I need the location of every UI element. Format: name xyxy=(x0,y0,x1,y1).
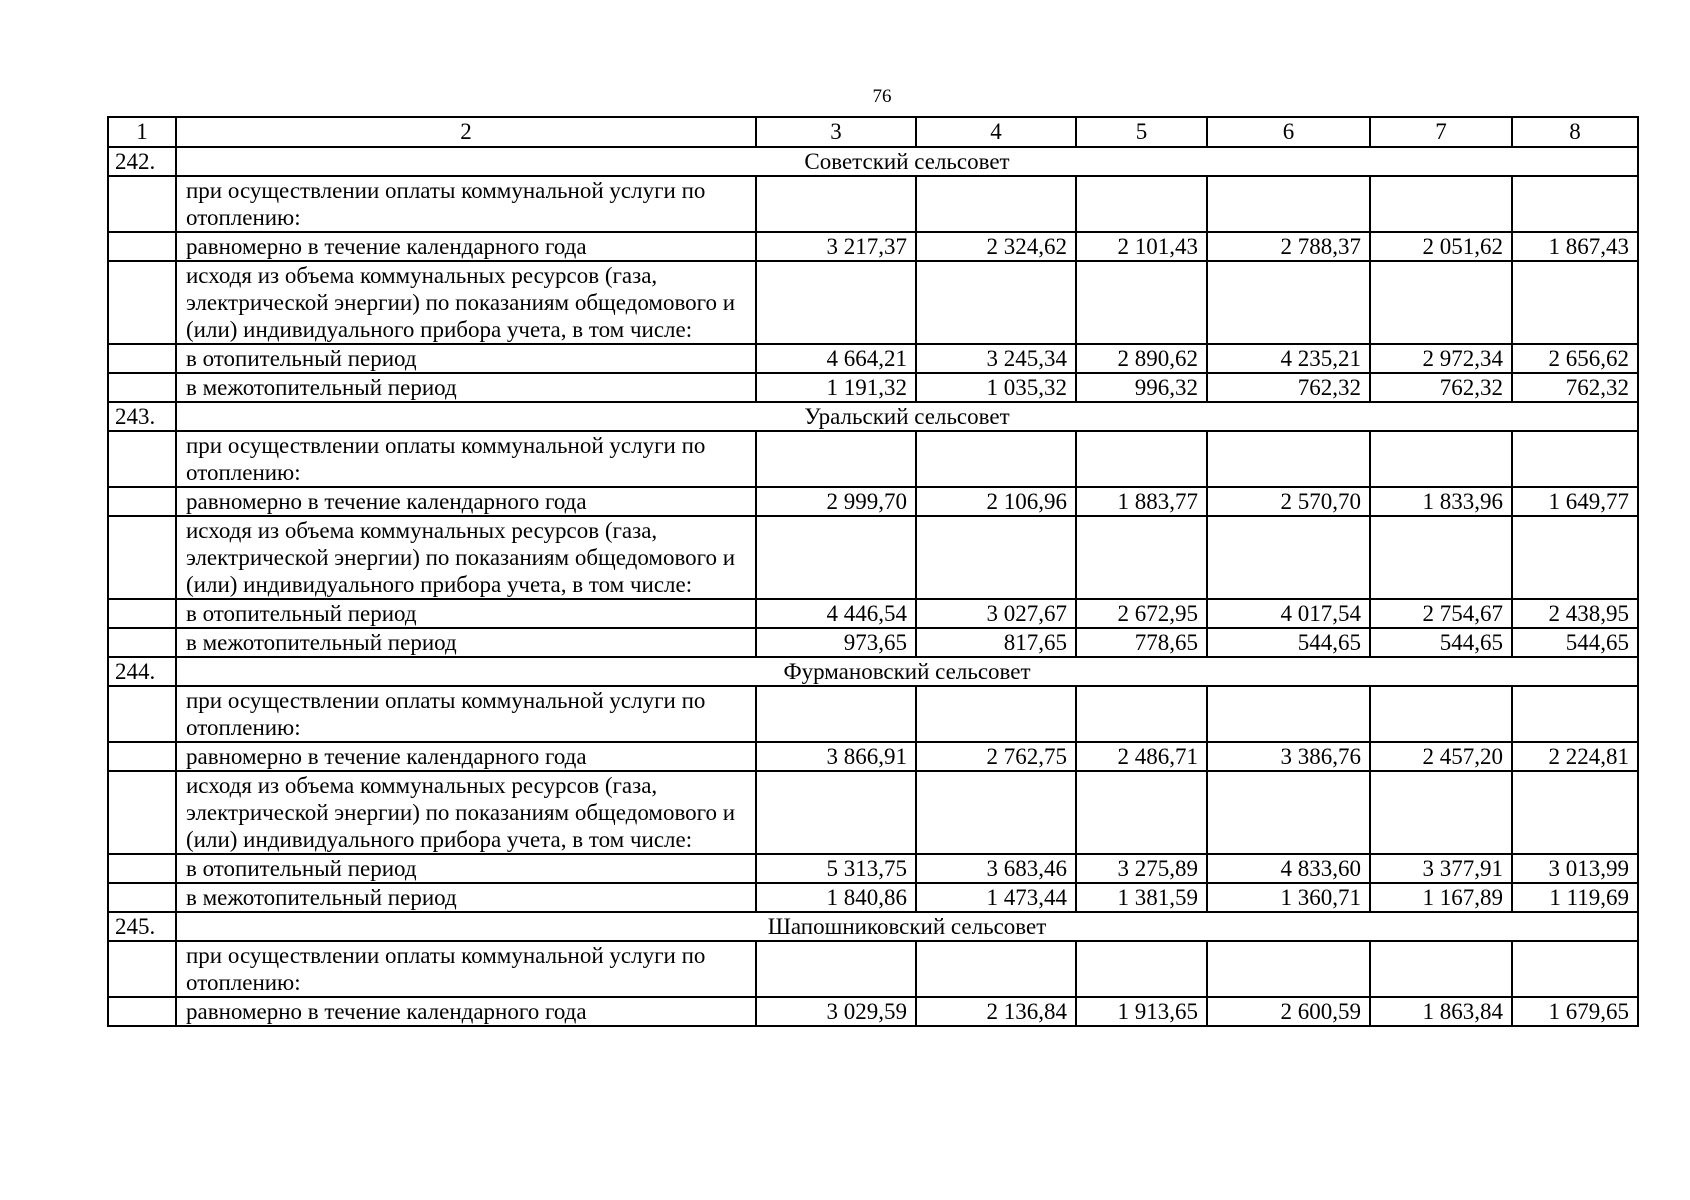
section-index: 245. xyxy=(108,912,176,941)
value-cell xyxy=(1076,431,1207,487)
value-cell: 2 224,81 xyxy=(1512,742,1638,771)
value-cell xyxy=(1370,941,1512,997)
value-cell: 762,32 xyxy=(1207,373,1370,402)
value-cell: 4 017,54 xyxy=(1207,599,1370,628)
value-cell: 4 664,21 xyxy=(756,344,916,373)
value-cell: 3 866,91 xyxy=(756,742,916,771)
value-cell: 1 840,86 xyxy=(756,883,916,912)
value-cell xyxy=(1370,176,1512,232)
table-row xyxy=(108,176,1638,232)
value-cell xyxy=(916,261,1076,344)
column-number-row xyxy=(108,117,1638,147)
row-index-cell xyxy=(108,431,176,487)
page-number: 76 xyxy=(872,86,892,107)
section-header-row xyxy=(108,657,1638,686)
value-cell xyxy=(1512,941,1638,997)
value-cell: 2 890,62 xyxy=(1076,344,1207,373)
value-cell xyxy=(1076,686,1207,742)
row-label: в отопительный период xyxy=(176,854,756,883)
value-cell: 1 679,65 xyxy=(1512,997,1638,1026)
value-cell: 1 119,69 xyxy=(1512,883,1638,912)
table-row xyxy=(108,742,1638,771)
table-row xyxy=(108,431,1638,487)
section-title: Фурмановский сельсовет xyxy=(176,657,1638,686)
value-cell xyxy=(916,686,1076,742)
value-cell: 996,32 xyxy=(1076,373,1207,402)
value-cell: 762,32 xyxy=(1370,373,1512,402)
value-cell: 544,65 xyxy=(1512,628,1638,657)
row-label: исходя из объема коммунальных ресурсов (газа, электрической энергии) по показаниям общедомового и (или) индивидуального прибора учета, в том числе: xyxy=(176,771,756,854)
row-index-cell xyxy=(108,516,176,599)
column-header: 7 xyxy=(1370,117,1512,147)
table-row xyxy=(108,487,1638,516)
row-label: в межотопительный период xyxy=(176,628,756,657)
value-cell xyxy=(1076,771,1207,854)
value-cell xyxy=(1512,261,1638,344)
table-row xyxy=(108,997,1638,1026)
value-cell: 2 754,67 xyxy=(1370,599,1512,628)
value-cell: 544,65 xyxy=(1370,628,1512,657)
section-title: Уральский сельсовет xyxy=(176,402,1638,431)
row-label: равномерно в течение календарного года xyxy=(176,742,756,771)
value-cell xyxy=(1207,176,1370,232)
row-label: равномерно в течение календарного года xyxy=(176,232,756,261)
table-row xyxy=(108,854,1638,883)
value-cell xyxy=(916,941,1076,997)
value-cell xyxy=(756,941,916,997)
value-cell: 762,32 xyxy=(1512,373,1638,402)
value-cell: 973,65 xyxy=(756,628,916,657)
row-index-cell xyxy=(108,883,176,912)
value-cell xyxy=(1512,686,1638,742)
value-cell xyxy=(1207,686,1370,742)
row-index-cell xyxy=(108,628,176,657)
row-label: в отопительный период xyxy=(176,599,756,628)
value-cell: 2 106,96 xyxy=(916,487,1076,516)
tariff-table xyxy=(107,116,1639,1027)
column-header: 8 xyxy=(1512,117,1638,147)
value-cell xyxy=(1076,941,1207,997)
value-cell xyxy=(1512,516,1638,599)
row-label: равномерно в течение календарного года xyxy=(176,997,756,1026)
value-cell xyxy=(1207,516,1370,599)
value-cell: 1 191,32 xyxy=(756,373,916,402)
row-label: исходя из объема коммунальных ресурсов (газа, электрической энергии) по показаниям общедомового и (или) индивидуального прибора учета, в том числе: xyxy=(176,516,756,599)
value-cell xyxy=(1370,261,1512,344)
section-header-row xyxy=(108,912,1638,941)
value-cell: 3 245,34 xyxy=(916,344,1076,373)
table-row xyxy=(108,599,1638,628)
value-cell: 817,65 xyxy=(916,628,1076,657)
column-header: 5 xyxy=(1076,117,1207,147)
value-cell: 3 275,89 xyxy=(1076,854,1207,883)
value-cell: 1 035,32 xyxy=(916,373,1076,402)
table-row xyxy=(108,232,1638,261)
value-cell xyxy=(916,771,1076,854)
row-index-cell xyxy=(108,771,176,854)
value-cell xyxy=(1370,771,1512,854)
row-index-cell xyxy=(108,599,176,628)
value-cell xyxy=(1512,176,1638,232)
table-row xyxy=(108,686,1638,742)
row-index-cell xyxy=(108,487,176,516)
section-title: Советский сельсовет xyxy=(176,147,1638,176)
value-cell xyxy=(916,431,1076,487)
value-cell xyxy=(1512,771,1638,854)
value-cell: 3 013,99 xyxy=(1512,854,1638,883)
value-cell xyxy=(1207,941,1370,997)
section-header-row xyxy=(108,402,1638,431)
value-cell: 2 051,62 xyxy=(1370,232,1512,261)
row-label: в межотопительный период xyxy=(176,373,756,402)
value-cell: 2 999,70 xyxy=(756,487,916,516)
value-cell: 2 136,84 xyxy=(916,997,1076,1026)
row-index-cell xyxy=(108,373,176,402)
value-cell: 2 324,62 xyxy=(916,232,1076,261)
table-row xyxy=(108,941,1638,997)
value-cell xyxy=(1076,261,1207,344)
table-body xyxy=(108,147,1638,1026)
value-cell xyxy=(1207,261,1370,344)
value-cell: 1 381,59 xyxy=(1076,883,1207,912)
row-index-cell xyxy=(108,686,176,742)
value-cell: 2 438,95 xyxy=(1512,599,1638,628)
value-cell: 1 360,71 xyxy=(1207,883,1370,912)
section-title: Шапошниковский сельсовет xyxy=(176,912,1638,941)
value-cell: 1 867,43 xyxy=(1512,232,1638,261)
column-header: 6 xyxy=(1207,117,1370,147)
value-cell: 3 386,76 xyxy=(1207,742,1370,771)
value-cell: 2 656,62 xyxy=(1512,344,1638,373)
value-cell: 2 101,43 xyxy=(1076,232,1207,261)
table-row xyxy=(108,516,1638,599)
table-row xyxy=(108,261,1638,344)
value-cell xyxy=(1370,431,1512,487)
value-cell: 3 027,67 xyxy=(916,599,1076,628)
value-cell: 1 649,77 xyxy=(1512,487,1638,516)
value-cell xyxy=(1076,516,1207,599)
value-cell: 1 473,44 xyxy=(916,883,1076,912)
value-cell: 1 913,65 xyxy=(1076,997,1207,1026)
value-cell xyxy=(1370,686,1512,742)
column-header: 1 xyxy=(108,117,176,147)
value-cell: 1 863,84 xyxy=(1370,997,1512,1026)
value-cell: 1 883,77 xyxy=(1076,487,1207,516)
value-cell xyxy=(916,516,1076,599)
value-cell: 2 762,75 xyxy=(916,742,1076,771)
value-cell: 3 217,37 xyxy=(756,232,916,261)
value-cell xyxy=(756,686,916,742)
row-index-cell xyxy=(108,742,176,771)
value-cell: 2 486,71 xyxy=(1076,742,1207,771)
value-cell: 4 235,21 xyxy=(1207,344,1370,373)
table-header xyxy=(108,117,1638,147)
row-label: при осуществлении оплаты коммунальной услуги по отоплению: xyxy=(176,941,756,997)
value-cell: 2 570,70 xyxy=(1207,487,1370,516)
table-row xyxy=(108,628,1638,657)
value-cell: 1 833,96 xyxy=(1370,487,1512,516)
column-header: 4 xyxy=(916,117,1076,147)
section-index: 242. xyxy=(108,147,176,176)
value-cell xyxy=(756,771,916,854)
row-index-cell xyxy=(108,997,176,1026)
value-cell: 1 167,89 xyxy=(1370,883,1512,912)
value-cell xyxy=(756,431,916,487)
value-cell: 778,65 xyxy=(1076,628,1207,657)
row-label: при осуществлении оплаты коммунальной услуги по отоплению: xyxy=(176,686,756,742)
row-index-cell xyxy=(108,261,176,344)
value-cell: 2 600,59 xyxy=(1207,997,1370,1026)
row-label: исходя из объема коммунальных ресурсов (газа, электрической энергии) по показаниям общедомового и (или) индивидуального прибора учета, в том числе: xyxy=(176,261,756,344)
section-index: 244. xyxy=(108,657,176,686)
value-cell: 3 029,59 xyxy=(756,997,916,1026)
value-cell: 2 972,34 xyxy=(1370,344,1512,373)
value-cell xyxy=(1207,431,1370,487)
value-cell: 2 457,20 xyxy=(1370,742,1512,771)
value-cell: 4 446,54 xyxy=(756,599,916,628)
value-cell xyxy=(1207,771,1370,854)
section-index: 243. xyxy=(108,402,176,431)
row-index-cell xyxy=(108,941,176,997)
value-cell: 3 683,46 xyxy=(916,854,1076,883)
value-cell: 4 833,60 xyxy=(1207,854,1370,883)
value-cell xyxy=(756,516,916,599)
row-label: равномерно в течение календарного года xyxy=(176,487,756,516)
column-header: 3 xyxy=(756,117,916,147)
value-cell xyxy=(1370,516,1512,599)
table-row xyxy=(108,771,1638,854)
value-cell: 5 313,75 xyxy=(756,854,916,883)
value-cell xyxy=(1076,176,1207,232)
row-index-cell xyxy=(108,344,176,373)
column-header: 2 xyxy=(176,117,756,147)
row-index-cell xyxy=(108,232,176,261)
row-label: в межотопительный период xyxy=(176,883,756,912)
value-cell xyxy=(756,261,916,344)
value-cell: 2 672,95 xyxy=(1076,599,1207,628)
table-row xyxy=(108,344,1638,373)
row-label: при осуществлении оплаты коммунальной услуги по отоплению: xyxy=(176,431,756,487)
value-cell: 3 377,91 xyxy=(1370,854,1512,883)
value-cell xyxy=(756,176,916,232)
row-index-cell xyxy=(108,176,176,232)
value-cell xyxy=(1512,431,1638,487)
section-header-row xyxy=(108,147,1638,176)
row-label: в отопительный период xyxy=(176,344,756,373)
table-row xyxy=(108,373,1638,402)
row-label: при осуществлении оплаты коммунальной услуги по отоплению: xyxy=(176,176,756,232)
value-cell xyxy=(916,176,1076,232)
row-index-cell xyxy=(108,854,176,883)
value-cell: 544,65 xyxy=(1207,628,1370,657)
table-row xyxy=(108,883,1638,912)
value-cell: 2 788,37 xyxy=(1207,232,1370,261)
